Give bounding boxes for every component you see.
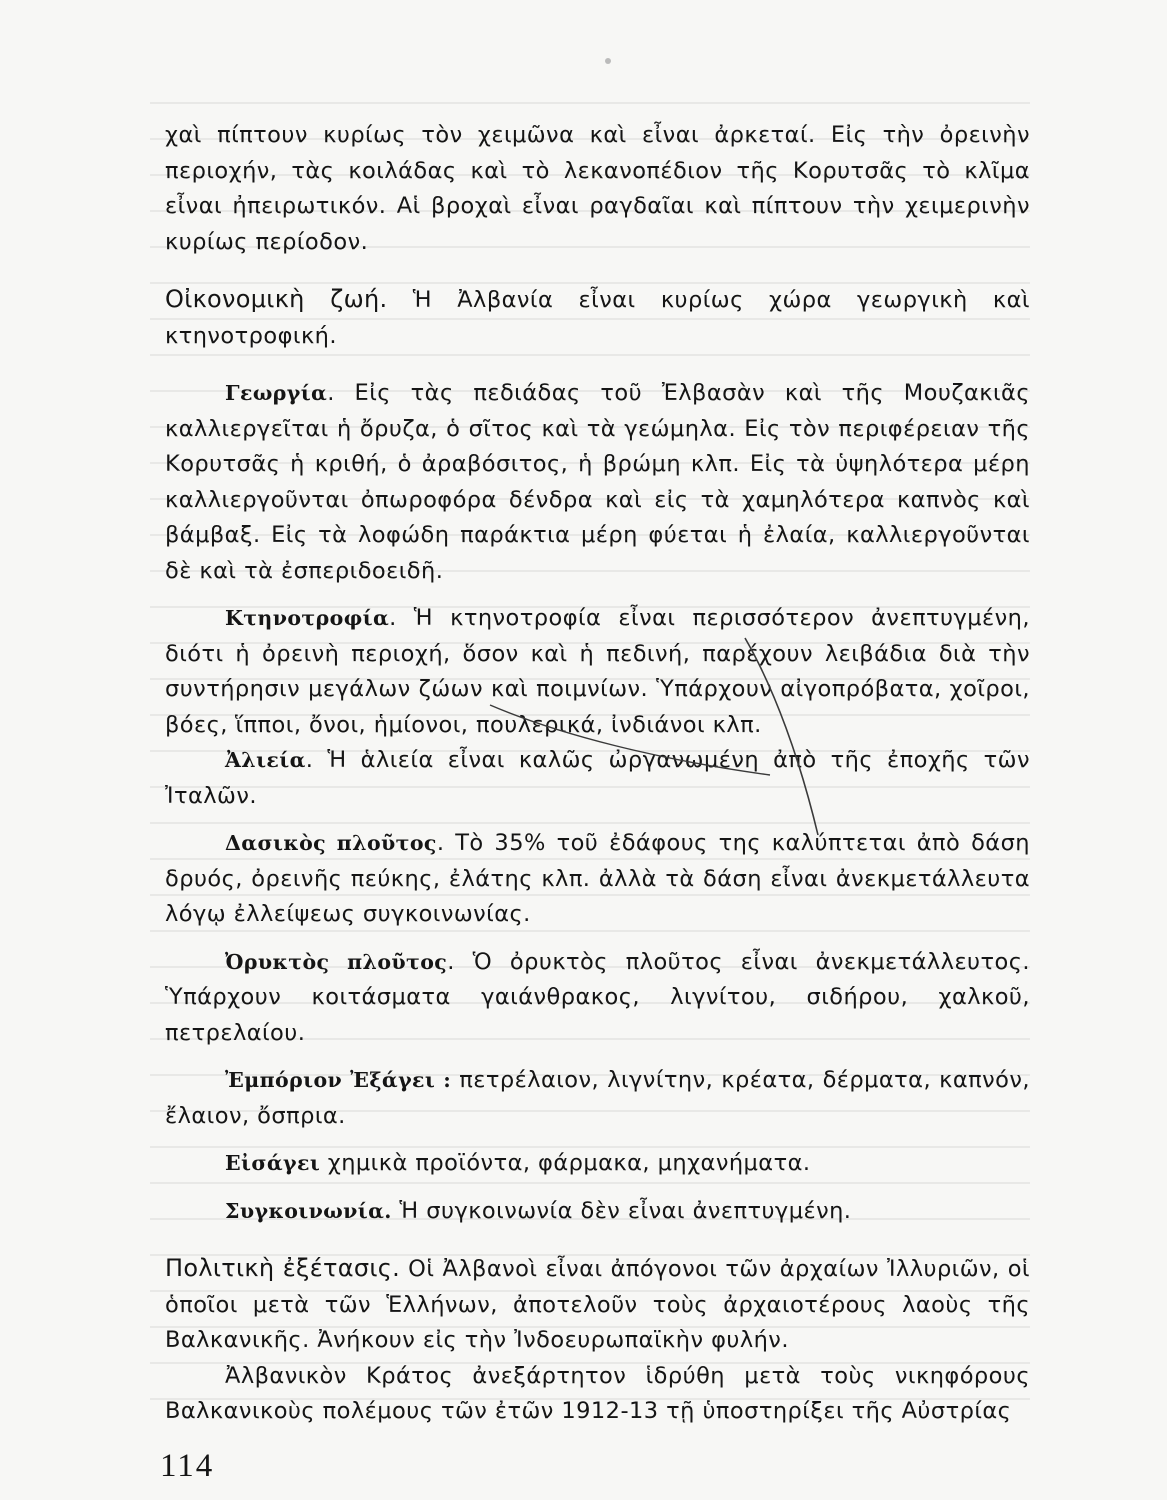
paragraph-text: πετρέλαιον, λιγνίτην, κρέατα, δέρματα, καπνόν, ἔλαιον, ὄσπρια. <box>165 1067 1030 1129</box>
paragraph-economic-life <box>165 282 1030 354</box>
subsection-heading: Γεωργία <box>225 381 328 405</box>
paragraph-fishing <box>165 743 1030 814</box>
paragraph-text: Ἀλβανικὸν Κράτος ἀνεξάρτητον ἱδρύθη μετὰ τοὺς νικηφόρους Βαλκανικοὺς πολέμους τῶν ἐτῶν 1912-13 τῇ ὑποστηρίξει τῆς Αὐστρίας <box>165 1362 1030 1424</box>
paragraph-climate <box>165 118 1030 260</box>
paragraph-text: Ἡ Ἀλβανία εἶναι κυρίως χώρα γεωργικὴ καὶ κτηνοτροφική. <box>165 287 1030 349</box>
paragraph-text: . Ἡ ἁλιεία εἶναι καλῶς ὠργανωμένη ἀπὸ τῆς ἐποχῆς τῶν Ἰταλῶν. <box>165 747 1030 809</box>
paragraph-trade-exports <box>165 1063 1030 1134</box>
paragraph-livestock <box>165 601 1030 743</box>
paragraph-text: . Τὸ 35% τοῦ ἐδάφους της καλύπτεται ἀπὸ δάση δρυός, ὀρεινῆς πεύκης, ἐλάτης κλπ. ἀλλὰ τὰ δάση εἶναι ἀνεκμετάλλευτα λόγῳ ἐλλείψεως συγκοινωνίας. <box>165 830 1030 927</box>
subsection-heading: Δασικὸς πλοῦτος <box>225 831 437 855</box>
subsection-heading: Συγκοινωνία. <box>225 1198 392 1223</box>
subsection-heading: Ὀρυκτὸς πλοῦτος <box>225 949 448 974</box>
paragraph-text: Οἱ Ἀλβανοὶ εἶναι ἀπόγονοι τῶν ἀρχαίων Ἰλλυριῶν, οἱ ὁποῖοι μετὰ τῶν Ἑλλήνων, ἀποτελοῦν τοὺς ἀρχαιοτέρους λαοὺς τῆς Βαλκανικῆς. Ἀνήκουν εἰς τὴν Ἰνδοευρωπαϊκὴν φυλήν. <box>165 1256 1030 1353</box>
section-heading: Οἰκονομικὴ ζωή. <box>165 285 388 313</box>
paragraph-political <box>165 1251 1030 1359</box>
subsection-heading: Ἀλιεία <box>225 748 306 772</box>
paragraph-text: Ἡ συγκοινωνία δὲν εἶναι ἀνεπτυγμένη. <box>391 1197 852 1224</box>
paragraph-imports <box>165 1146 1030 1182</box>
paragraph-agriculture <box>165 376 1030 589</box>
paragraph-communications <box>165 1194 1030 1230</box>
section-heading: Πολιτικὴ ἐξέτασις. <box>165 1254 401 1282</box>
paragraph-text: χαὶ πίπτουν κυρίως τὸν χειμῶνα καὶ εἶναι ἀρκεταί. Εἰς τὴν ὀρεινὴν περιοχήν, τὰς κοιλάδας καὶ τὸ λεκανοπέδιον τῆς Κορυτσᾶς τὸ κλῖμα εἶναι ἠπειρωτικόν. Αἱ βροχαὶ εἶναι ραγδαῖαι καὶ πίπτουν τὴν χειμερινὴν κυρίως περίοδον. <box>165 122 1030 255</box>
page-number: 114 <box>160 1448 215 1484</box>
paragraph-text: χημικὰ προϊόντα, φάρμακα, μηχανήματα. <box>320 1150 811 1176</box>
paragraph-forest-wealth <box>165 826 1030 933</box>
paragraph-mineral-wealth <box>165 945 1030 1052</box>
page-body <box>165 118 1030 1430</box>
paragraph-text: . Ἡ κτηνοτροφία εἶναι περισσότερον ἀνεπτυγμένη, διότι ἡ ὀρεινὴ περιοχή, ὅσον καὶ ἡ πεδινή, παρέχουν λειβάδια διὰ τὴν συντήρησιν μεγάλων ζώων καὶ ποιμνίων. Ὑπάρχουν αἰγοπρόβατα, χοῖροι, βόες, ἵπποι, ὄνοι, ἡμίονοι, πουλερικά, ἰνδιάνοι κλπ. <box>165 605 1030 738</box>
subsection-heading: Εἰσάγει <box>225 1151 321 1175</box>
paragraph-state-founding <box>165 1359 1030 1430</box>
subsection-heading: Κτηνοτροφία <box>225 606 390 630</box>
paper-speck <box>605 58 611 64</box>
paragraph-text: . Εἰς τὰς πεδιάδας τοῦ Ἐλβασὰν καὶ τῆς Μουζακιᾶς καλλιεργεῖται ἡ ὄρυζα, ὁ σῖτος καὶ τὰ γεώμηλα. Εἰς τὸν περιφέρειαν τῆς Κορυτσᾶς ἡ κριθή, ὁ ἀραβόσιτος, ἡ βρώμη κλπ. Εἰς τὰ ὑψηλότερα μέρη καλλιεργοῦνται ὀπωροφόρα δένδρα καὶ εἰς τὰ χαμηλότερα καπνὸς καὶ βάμβαξ. Εἰς τὰ λοφώδη παράκτια μέρη φύεται ἡ ἐλαία, καλλιεργοῦνται δὲ καὶ τὰ ἐσπεριδοειδῆ. <box>165 380 1030 584</box>
subsection-heading: Ἐμπόριον Ἐξάγει : <box>225 1068 452 1092</box>
paragraph-text: . Ὁ ὀρυκτὸς πλοῦτος εἶναι ἀνεκμετάλλευτος. Ὑπάρχουν κοιτάσματα γαιάνθρακος, λιγνίτου, σιδήρου, χαλκοῦ, πετρελαίου. <box>165 948 1030 1046</box>
